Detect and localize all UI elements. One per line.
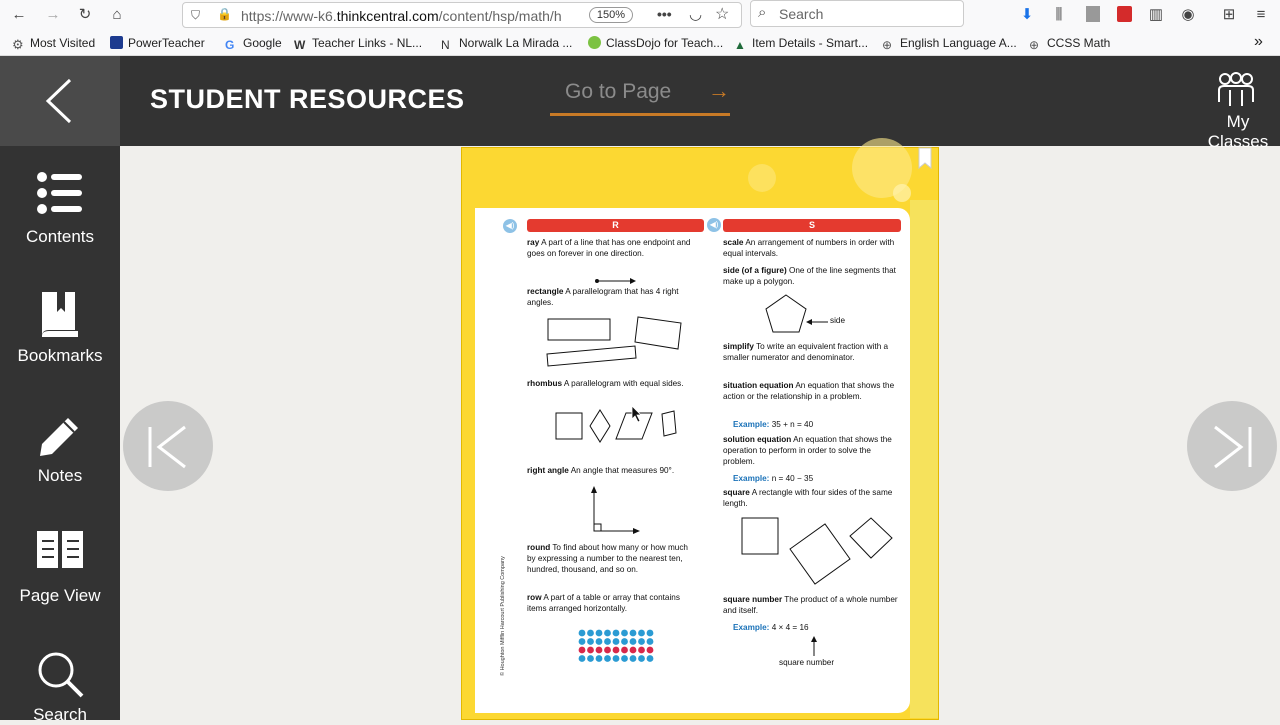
- page-title: STUDENT RESOURCES: [150, 84, 465, 114]
- entry-ray: ray A part of a line that has one endpoint and goes on forever in one direction.: [527, 238, 691, 258]
- pdf-extension-icon[interactable]: [1117, 6, 1132, 22]
- bookmark-teacher-links[interactable]: W Teacher Links - NL...: [294, 36, 423, 52]
- pencil-icon: [36, 410, 84, 458]
- reload-icon[interactable]: ↻: [78, 6, 92, 23]
- row-array-illustration: [576, 627, 656, 665]
- mouse-cursor: [631, 405, 643, 423]
- sidebar-label: Search: [33, 705, 87, 724]
- gear-icon: ⚙: [12, 37, 24, 52]
- bookmark-google[interactable]: G Google: [225, 36, 282, 52]
- google-icon: G: [225, 38, 235, 52]
- sidebar-label: Bookmarks: [17, 346, 103, 365]
- array-dot: [604, 647, 611, 654]
- bookmark-norwalk[interactable]: N Norwalk La Mirada ...: [441, 36, 573, 52]
- array-dot: [630, 638, 637, 645]
- book-open-icon: [36, 530, 84, 570]
- chevron-left-icon: [44, 78, 74, 124]
- array-dot: [579, 655, 586, 662]
- array-dot: [604, 630, 611, 637]
- entry-rectangle: rectangle A parallelogram that has 4 right angles.: [527, 287, 679, 307]
- square-illustration: [738, 514, 898, 588]
- rectangle-illustration: [543, 314, 688, 370]
- sidebar-item-page-view[interactable]: [0, 530, 120, 630]
- previous-page-button[interactable]: [123, 401, 213, 491]
- lock-icon: 🔒: [217, 7, 232, 21]
- array-dot: [638, 638, 645, 645]
- entry-square-number: square number The product of a whole number and itself.: [723, 595, 898, 615]
- entry-right-angle: right angle An angle that measures 90°.: [527, 466, 675, 475]
- next-page-button[interactable]: [1187, 401, 1277, 491]
- array-dot: [604, 655, 611, 662]
- go-to-page-input[interactable]: [550, 76, 730, 116]
- sidebar-toggle-icon[interactable]: ▥: [1148, 6, 1164, 23]
- sidebar-label: Contents: [25, 227, 95, 246]
- list-icon: [37, 171, 83, 215]
- my-classes-label: My Classes: [1207, 112, 1269, 151]
- bookmark-book-icon: [39, 290, 81, 338]
- home-icon[interactable]: ⌂: [112, 6, 122, 23]
- array-dot: [596, 638, 603, 645]
- copyright-text: © Houghton Mifflin Harcourt Publishing Company: [500, 556, 506, 676]
- globe-icon: ⊕: [1029, 38, 1040, 52]
- back-arrow-icon[interactable]: ←: [11, 6, 27, 23]
- entry-rhombus: rhombus A parallelogram with equal sides.: [527, 379, 684, 388]
- people-icon: [1216, 72, 1256, 108]
- shield-icon: ⛉: [191, 8, 201, 22]
- entry-round: round To find about how many or how much by expressing a number to the nearest ten, hundred, thousand, and so on.: [527, 543, 688, 574]
- bookmark-classdojo[interactable]: ClassDojo for Teach...: [588, 36, 723, 50]
- array-dot: [630, 630, 637, 637]
- right-angle-illustration: [588, 484, 644, 536]
- entry-square: square A rectangle with four sides of the same length.: [723, 488, 893, 508]
- arrow-right-icon[interactable]: →: [708, 78, 730, 103]
- entry-situation-equation: situation equation An equation that shows the action or the relationship in a problem.: [723, 381, 895, 401]
- menu-icon[interactable]: ≡: [1256, 6, 1266, 23]
- bookmark-ccss[interactable]: ⊕ CCSS Math: [1029, 36, 1111, 52]
- situation-example: Example: 35 + n = 40: [733, 420, 814, 429]
- go-to-page-placeholder: Go to Page: [565, 80, 672, 103]
- search-box[interactable]: [750, 0, 964, 27]
- entry-side: side (of a figure) One of the line segments that make up a polygon.: [723, 266, 896, 286]
- array-dot: [613, 630, 620, 637]
- array-dot: [587, 647, 594, 654]
- array-dot: [613, 655, 620, 662]
- zoom-level[interactable]: 150%: [589, 7, 633, 23]
- search-placeholder: Search: [779, 6, 824, 22]
- bookmark-powerteacher[interactable]: PowerTeacher: [110, 36, 205, 50]
- ray-illustration: [592, 276, 638, 286]
- notion-icon: N: [441, 38, 450, 52]
- account-icon[interactable]: ◉: [1181, 6, 1195, 23]
- speaker-icon[interactable]: ◀): [503, 219, 517, 233]
- array-dot: [613, 638, 620, 645]
- array-dot: [621, 655, 628, 662]
- url-text: https://www-k6.thinkcentral.com/content/hsp/math/h: [241, 8, 562, 24]
- forward-arrow-icon[interactable]: →: [45, 6, 61, 23]
- back-button[interactable]: [0, 56, 120, 146]
- array-dot: [604, 638, 611, 645]
- bookmarks-bar: [0, 31, 1280, 56]
- entry-scale: scale An arrangement of numbers in order with equal intervals.: [723, 238, 895, 258]
- pocket-icon[interactable]: ◡: [689, 6, 703, 23]
- search-icon: ⌕: [758, 4, 767, 21]
- sidebar-item-bookmarks[interactable]: [0, 290, 120, 390]
- array-dot: [579, 630, 586, 637]
- sidebar-item-contents[interactable]: [0, 166, 120, 266]
- my-classes-button[interactable]: [1196, 56, 1280, 151]
- array-dot: [579, 647, 586, 654]
- array-dot: [587, 630, 594, 637]
- letter-header-r: R: [527, 219, 704, 232]
- bookmark-english[interactable]: ⊕ English Language A...: [882, 36, 1017, 52]
- skip-forward-icon: [1211, 425, 1253, 469]
- letter-header-s: S: [723, 219, 901, 232]
- url-bar[interactable]: [182, 2, 742, 28]
- array-dot: [621, 630, 628, 637]
- powerteacher-icon: [110, 36, 123, 49]
- array-dot: [587, 638, 594, 645]
- array-dot: [630, 647, 637, 654]
- extensions-icon[interactable]: ⊞: [1222, 6, 1236, 23]
- classdojo-icon: [588, 36, 601, 49]
- array-dot: [638, 655, 645, 662]
- rhombus-illustration: [552, 405, 682, 445]
- array-dot: [638, 647, 645, 654]
- bookmark-most-visited[interactable]: ⚙ Most Visited: [12, 36, 96, 52]
- square-number-label: square number: [779, 658, 835, 667]
- array-dot: [647, 647, 654, 654]
- array-dot: [638, 630, 645, 637]
- extension-icon[interactable]: [1086, 6, 1100, 22]
- sidebar-item-notes[interactable]: [0, 410, 120, 510]
- array-dot: [579, 638, 586, 645]
- solution-example: Example: n = 40 − 35: [733, 474, 814, 483]
- entry-row: row A part of a table or array that contains items arranged horizontally.: [527, 593, 680, 613]
- pentagon-illustration: [764, 293, 854, 335]
- array-dot: [596, 630, 603, 637]
- page-edge-strip: [910, 200, 938, 718]
- array-dot: [621, 647, 628, 654]
- library-icon[interactable]: ⫼: [1055, 6, 1063, 23]
- square-number-example: Example: 4 × 4 = 16: [733, 623, 809, 632]
- bookmarks-overflow-icon[interactable]: »: [1254, 33, 1263, 50]
- download-icon[interactable]: ⬇: [1020, 6, 1034, 23]
- array-dot: [587, 655, 594, 662]
- array-dot: [621, 638, 628, 645]
- array-dot: [647, 638, 654, 645]
- array-dot: [613, 647, 620, 654]
- sidebar-item-search[interactable]: [0, 650, 120, 724]
- page-bookmark-icon[interactable]: [917, 148, 933, 170]
- array-dot: [630, 655, 637, 662]
- array-dot: [647, 630, 654, 637]
- magnifier-icon: [36, 650, 84, 698]
- skip-back-icon: [147, 425, 189, 469]
- globe-icon: ⊕: [882, 38, 893, 52]
- more-actions-icon[interactable]: •••: [657, 6, 672, 22]
- array-dot: [647, 655, 654, 662]
- sidebar-label: Notes: [37, 466, 83, 485]
- array-dot: [596, 647, 603, 654]
- decorative-sun-background: [462, 148, 940, 208]
- speaker-icon[interactable]: ◀): [707, 218, 721, 232]
- entry-simplify: simplify To write an equivalent fraction with a smaller numerator and denominator.: [723, 342, 889, 362]
- bookmark-item-details[interactable]: ▲ Item Details - Smart...: [734, 36, 869, 52]
- entry-solution-equation: solution equation An equation that shows the operation to perform in order to solve the problem.: [723, 435, 892, 466]
- array-dot: [596, 655, 603, 662]
- smarter-icon: ▲: [734, 38, 746, 52]
- star-icon[interactable]: ☆: [715, 6, 730, 23]
- side-label: side: [830, 316, 846, 325]
- pointer-arrow-illustration: [809, 636, 819, 658]
- sidebar-label: Page View: [19, 586, 101, 605]
- weebly-icon: W: [294, 38, 306, 52]
